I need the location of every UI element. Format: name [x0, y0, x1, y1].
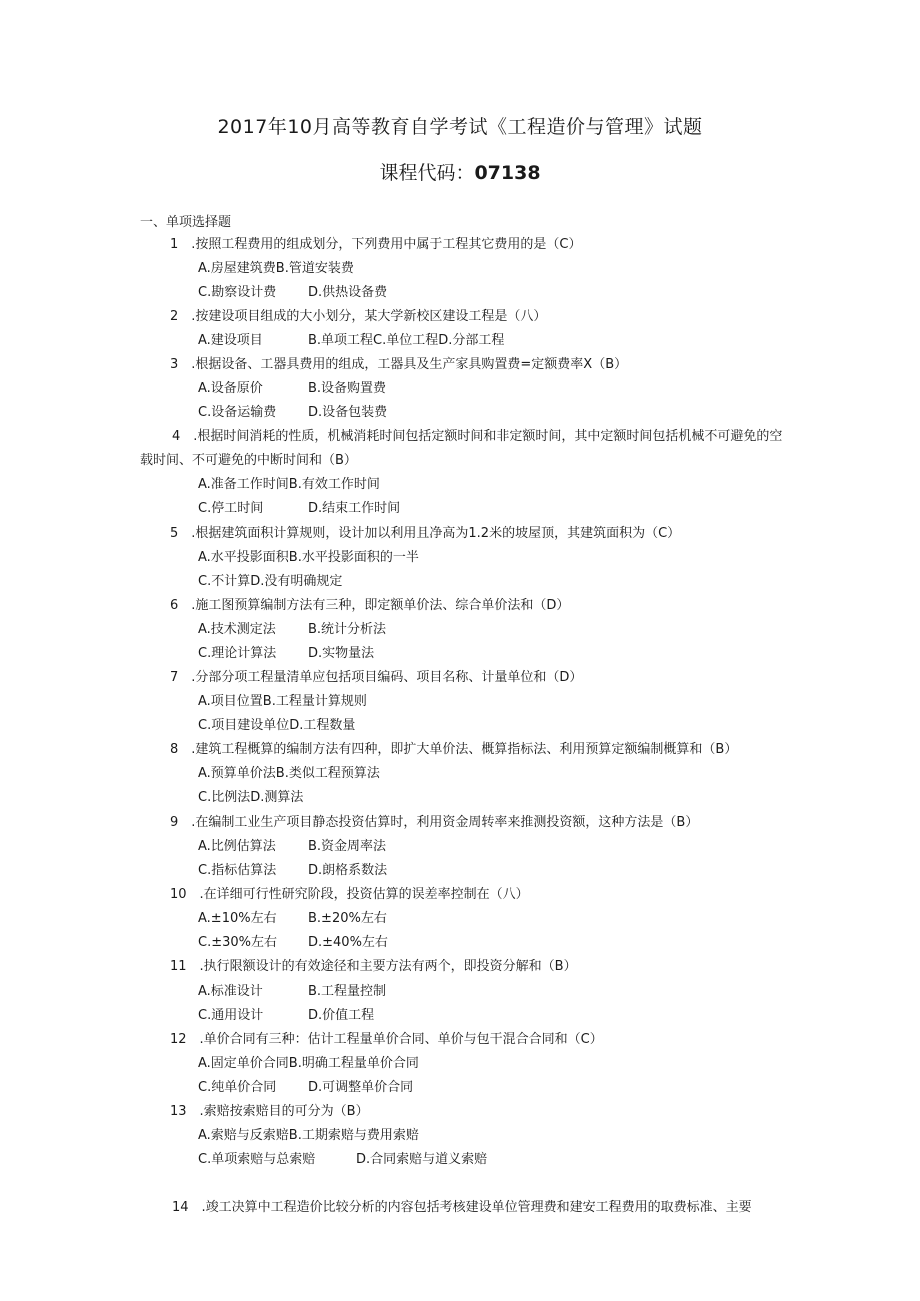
option-c: C.停工时间: [198, 501, 264, 516]
option-b: B.资金周率法: [308, 839, 387, 854]
question-13-stem: 13 .索赔按索赔目的可分为（B）: [170, 1104, 369, 1119]
page-title: 2017年10月高等教育自学考试《工程造价与管理》试题: [217, 116, 703, 138]
option-d: D.合同索赔与道义索赔: [356, 1152, 488, 1167]
option-a: A.技术测定法: [198, 622, 276, 637]
option-c: C.勘察设计费: [198, 285, 277, 300]
question-12-options-ab: A.固定单价合同B.明确工程量单价合同: [198, 1056, 419, 1071]
question-11-options-ab: [198, 983, 386, 1001]
option-b: B.工程量控制: [308, 984, 387, 999]
option-a: A.标准设计: [198, 984, 263, 999]
question-9-options-ab: [198, 838, 386, 856]
option-d: D.设备包装费: [308, 405, 388, 420]
option-b: B.设备购置费: [308, 381, 387, 396]
option-c: C.±30%左右: [198, 935, 277, 950]
question-9-options-cd: [198, 862, 387, 880]
option-d: D.结束工作时间: [308, 501, 401, 516]
question-1-options-ab: A.房屋建筑费B.管道安装费: [198, 261, 354, 276]
question-1-options-cd: [198, 284, 387, 302]
question-12-stem: 12 .单价合同有三种：估计工程量单价合同、单价与包干混合合同和（C）: [170, 1032, 603, 1047]
option-d: D.价值工程: [308, 1008, 375, 1023]
option-d: D.可调整单价合同: [308, 1080, 414, 1095]
question-13-options-cd: [198, 1151, 487, 1169]
option-a: A.建设项目: [198, 333, 263, 348]
question-7-stem: 7 .分部分项工程量清单应包括项目编码、项目名称、计量单位和（D）: [170, 670, 583, 685]
question-13-options-ab: A.索赔与反索赔B.工期索赔与费用索赔: [198, 1128, 419, 1143]
option-bcd: B.单项工程C.单位工程D.分部工程: [308, 333, 505, 348]
option-c: C.单项索赔与总索赔: [198, 1152, 316, 1167]
question-14-stem: 14 .竣工决算中工程造价比较分析的内容包括考核建设单位管理费和建安工程费用的取费标准、主要: [172, 1200, 752, 1215]
option-a: A.设备原价: [198, 381, 263, 396]
option-a: A.±10%左右: [198, 911, 277, 926]
option-c: C.指标估算法: [198, 863, 277, 878]
option-b: B.±20%左右: [308, 911, 387, 926]
question-3-options-cd: [198, 404, 387, 422]
question-12-options-cd: [198, 1079, 413, 1097]
question-5-options-cd: C.不计算D.没有明确规定: [198, 574, 343, 589]
course-code-line: [0, 158, 920, 185]
question-10-stem: 10 .在详细可行性研究阶段，投资估算的误差率控制在（八）: [170, 887, 529, 902]
question-8-options-ab: A.预算单价法B.类似工程预算法: [198, 766, 380, 781]
option-d: D.实物量法: [308, 646, 375, 661]
question-9-stem: 9 .在编制工业生产项目静态投资估算时，利用资金周转率来推测投资额，这种方法是（B）: [170, 815, 699, 830]
question-11-options-cd: [198, 1007, 374, 1025]
option-a: A.比例估算法: [198, 839, 276, 854]
option-d: D.±40%左右: [308, 935, 388, 950]
question-2-options: [198, 332, 504, 350]
course-code-value: 07138: [474, 162, 541, 184]
question-5-stem: 5 .根据建筑面积计算规则，设计加以利用且净高为1.2米的坡屋顶，其建筑面积为（C）: [170, 526, 681, 541]
question-6-options-cd: [198, 645, 374, 663]
option-c: C.纯单价合同: [198, 1080, 277, 1095]
question-10-options-cd: [198, 934, 388, 952]
question-6-options-ab: [198, 621, 386, 639]
option-d: D.供热设备费: [308, 285, 388, 300]
option-c: C.通用设计: [198, 1008, 264, 1023]
question-7-options-cd: C.项目建设单位D.工程数量: [198, 718, 356, 733]
option-b: B.统计分析法: [308, 622, 387, 637]
option-c: C.设备运输费: [198, 405, 277, 420]
question-4-stem: 4 .根据时间消耗的性质，机械消耗时间包括定额时间和非定额时间，其中定额时间包括机械不可避免的空载时间、不可避免的中断时间和（B）: [140, 429, 783, 468]
section-heading: 一、单项选择题: [140, 215, 232, 230]
question-8-options-cd: C.比例法D.测算法: [198, 790, 304, 805]
option-d: D.朗格系数法: [308, 863, 388, 878]
question-4-options-ab: A.准备工作时间B.有效工作时间: [198, 477, 380, 492]
option-c: C.理论计算法: [198, 646, 277, 661]
course-code-label: 课程代码：: [379, 162, 475, 184]
question-7-options-ab: A.项目位置B.工程量计算规则: [198, 694, 367, 709]
question-1-stem: 1 .按照工程费用的组成划分，下列费用中属于工程其它费用的是（C）: [170, 237, 582, 252]
question-8-stem: 8 .建筑工程概算的编制方法有四种，即扩大单价法、概算指标法、利用预算定额编制概算和（B）: [170, 742, 738, 757]
question-2-stem: 2 .按建设项目组成的大小划分，某大学新校区建设工程是（八）: [170, 309, 547, 324]
question-3-stem: 3 .根据设备、工器具费用的组成，工器具及生产家具购置费=定额费率X（B）: [170, 357, 628, 372]
question-5-options-ab: A.水平投影面积B.水平投影面积的一半: [198, 550, 419, 565]
question-11-stem: 11 .执行限额设计的有效途径和主要方法有两个，即投资分解和（B）: [170, 959, 577, 974]
question-10-options-ab: [198, 910, 387, 928]
question-3-options-ab: [198, 380, 386, 398]
question-6-stem: 6 .施工图预算编制方法有三种，即定额单价法、综合单价法和（D）: [170, 598, 570, 613]
question-4-options-cd: [198, 500, 400, 518]
